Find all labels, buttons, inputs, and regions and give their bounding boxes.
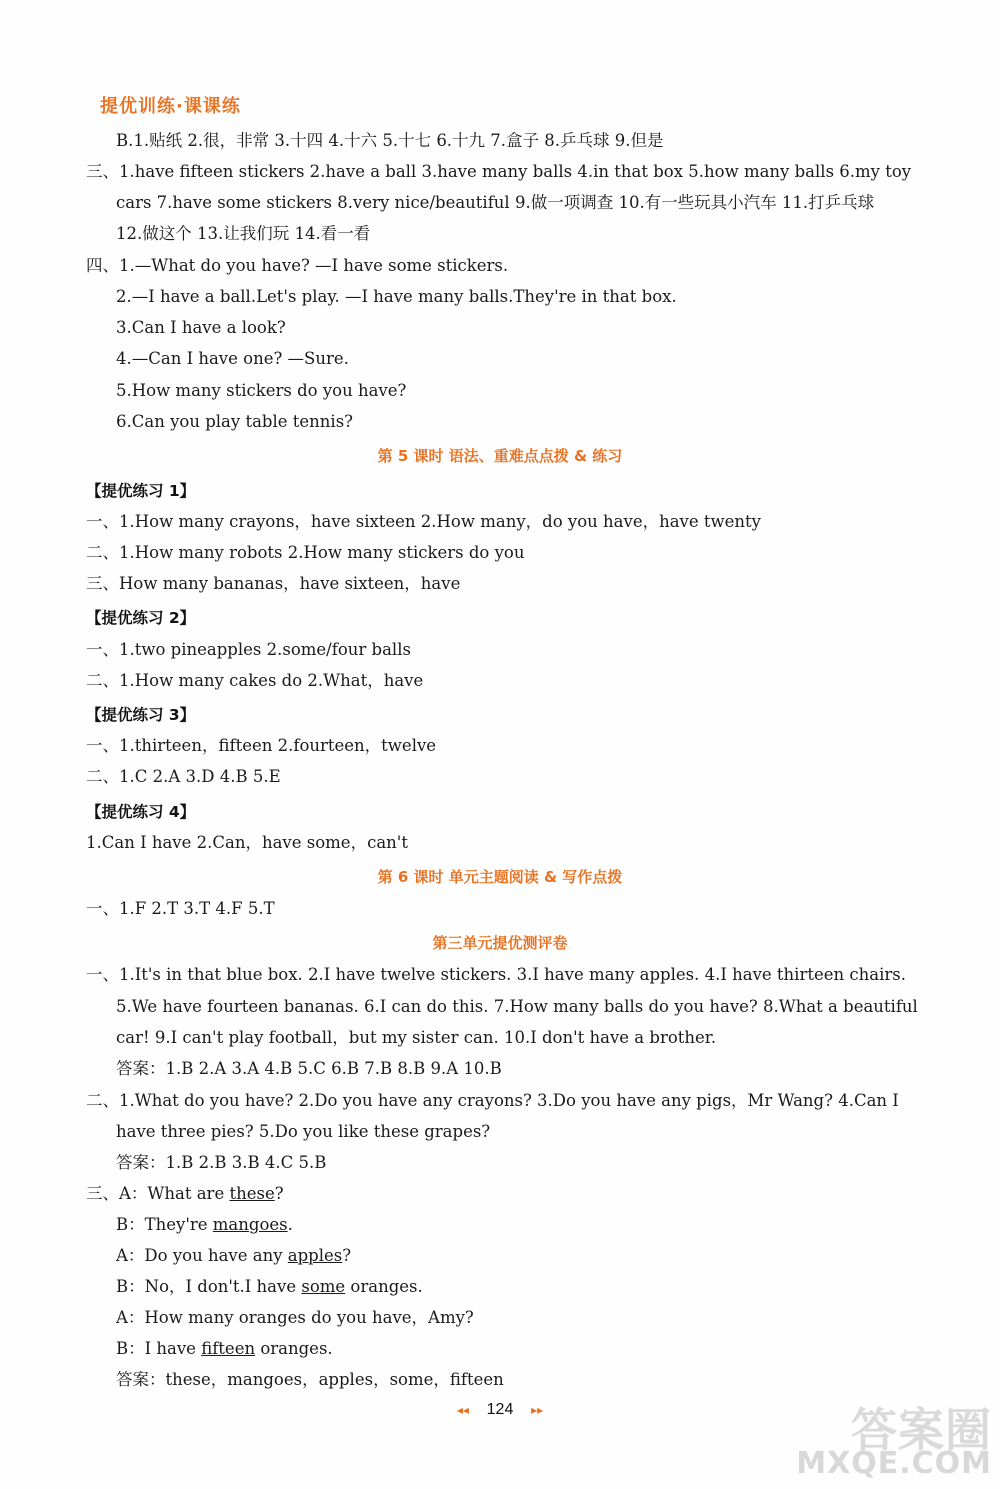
answer-line-3 <box>86 161 911 183</box>
answer-line-4 <box>86 255 508 277</box>
dialog-text: A：What are <box>119 1184 230 1203</box>
line-marker: B. <box>116 131 134 150</box>
dialog-text: oranges. <box>345 1277 423 1296</box>
practice-3-line: 二、1.C 2.A 3.D 4.B 5.E <box>86 767 281 786</box>
practice-1-heading: 【提优练习 1】 <box>86 482 196 500</box>
lesson-5-title: 第 5 课时 语法、重难点点拨 & 练习 <box>377 447 623 465</box>
line-text: 5.How many stickers do you have? <box>116 381 407 400</box>
unit-test-s2-line: have three pies? 5.Do you like these grapes? <box>116 1122 491 1141</box>
line-text: 1.have fifteen stickers 2.have a ball 3.have many balls 4.in that box 5.how many balls 6.my toy <box>119 162 912 181</box>
answer-line-4-4 <box>116 348 349 370</box>
dialog-text: B：No，I don't.I have <box>116 1277 302 1296</box>
line-text: 4.—Can I have one? —Sure. <box>116 349 349 368</box>
line-text: 3.Can I have a look? <box>116 318 286 337</box>
line-text: 12.做这个 13.让我们玩 14.看一看 <box>116 224 371 243</box>
next-arrows-icon: ▸▸ <box>531 1403 544 1417</box>
dialog-text: B：They're <box>116 1215 213 1234</box>
dialog-text: oranges. <box>255 1339 333 1358</box>
page-number: 124 <box>486 1401 514 1418</box>
dialog-text: ? <box>274 1184 284 1203</box>
dialog-line <box>116 1307 474 1329</box>
practice-2-line: 一、1.two pineapples 2.some/four balls <box>86 640 411 659</box>
section-heading: 提优训练·课课练 <box>100 96 241 117</box>
watermark-url: MXQE.COM <box>796 1446 992 1481</box>
practice-3-line: 一、1.thirteen，fifteen 2.fourteen，twelve <box>86 736 437 755</box>
unit-test-s1-line: 5.We have fourteen bananas. 6.I can do this. 7.How many balls do you have? 8.What a beautiful <box>116 997 918 1016</box>
line-text: 1.—What do you have? —I have some stickers. <box>119 256 509 275</box>
dialog-text: B：I have <box>116 1339 202 1358</box>
practice-4-line: 1.Can I have 2.Can，have some，can't <box>86 833 408 852</box>
practice-4-heading: 【提优练习 4】 <box>86 803 196 821</box>
filled-blank: apples <box>287 1246 343 1265</box>
lesson-6-title: 第 6 课时 单元主题阅读 & 写作点拨 <box>377 868 623 886</box>
dialog-text: A：Do you have any <box>116 1246 288 1265</box>
dialog-line <box>116 1214 293 1236</box>
dialog-text: A：How many oranges do you have，Amy? <box>116 1308 474 1327</box>
unit-test-s2-line: 二、1.What do you have? 2.Do you have any crayons? 3.Do you have any pigs，Mr Wang? 4.Can I <box>86 1091 899 1110</box>
dialog-line <box>116 1338 333 1360</box>
unit-test-s1-answer: 答案：1.B 2.A 3.A 4.B 5.C 6.B 7.B 8.B 9.A 10.B <box>116 1059 502 1078</box>
practice-1-line: 一、1.How many crayons，have sixteen 2.How many，do you have，have twenty <box>86 512 761 531</box>
filled-blank: these <box>229 1184 275 1203</box>
line-marker: 四、 <box>86 256 119 275</box>
lesson-6-line: 一、1.F 2.T 3.T 4.F 5.T <box>86 899 275 918</box>
answer-line-4-3 <box>116 317 286 339</box>
practice-1-line: 二、1.How many robots 2.How many stickers do you <box>86 543 525 562</box>
filled-blank: mangoes <box>212 1215 288 1234</box>
filled-blank: some <box>301 1277 346 1296</box>
unit-test-s1-line: 一、1.It's in that blue box. 2.I have twelve stickers. 3.I have many apples. 4.I have thirteen chairs. <box>86 965 906 984</box>
line-marker: 三、 <box>86 162 119 181</box>
site-watermark <box>796 1403 992 1481</box>
practice-3-heading: 【提优练习 3】 <box>86 706 196 724</box>
dialog-text: . <box>287 1215 293 1234</box>
dialog-line <box>116 1276 423 1298</box>
unit-test-s2-answer: 答案：1.B 2.B 3.B 4.C 5.B <box>116 1153 327 1172</box>
dialog-line <box>116 1245 351 1267</box>
dialog-text: ? <box>342 1246 352 1265</box>
dialog-line <box>86 1183 284 1205</box>
line-text: cars 7.have some stickers 8.very nice/beautiful 9.做一项调查 10.有一些玩具小汽车 11.打乒乓球 <box>116 193 875 212</box>
line-text: 1.贴纸 2.很，非常 3.十四 4.十六 5.十七 6.十九 7.盒子 8.乒乓球 9.但是 <box>133 131 664 150</box>
practice-1-line: 三、How many bananas，have sixteen，have <box>86 574 461 593</box>
answer-line-4-2 <box>116 286 677 308</box>
unit-test-s1-line: car! 9.I can't play football，but my sister can. 10.I don't have a brother. <box>116 1028 717 1047</box>
answer-line-3-cont2 <box>116 223 370 245</box>
answer-line-4-6 <box>116 411 353 433</box>
watermark-logo-text: 答案圈 <box>851 1403 992 1457</box>
practice-2-line: 二、1.How many cakes do 2.What，have <box>86 671 424 690</box>
unit-test-title: 第三单元提优测评卷 <box>432 934 568 952</box>
filled-blank: fifteen <box>201 1339 256 1358</box>
line-text: 2.—I have a ball.Let's play. —I have many balls.They're in that box. <box>116 287 677 306</box>
answer-line-4-5 <box>116 380 406 402</box>
answer-line-b <box>116 130 664 152</box>
practice-2-heading: 【提优练习 2】 <box>86 609 196 627</box>
answer-line-3-cont <box>116 192 874 214</box>
prev-arrows-icon: ◂◂ <box>456 1403 469 1417</box>
section-marker: 三、 <box>86 1184 119 1203</box>
unit-test-s3-answer: 答案：these，mangoes，apples，some，fifteen <box>116 1370 504 1389</box>
line-text: 6.Can you play table tennis? <box>116 412 354 431</box>
